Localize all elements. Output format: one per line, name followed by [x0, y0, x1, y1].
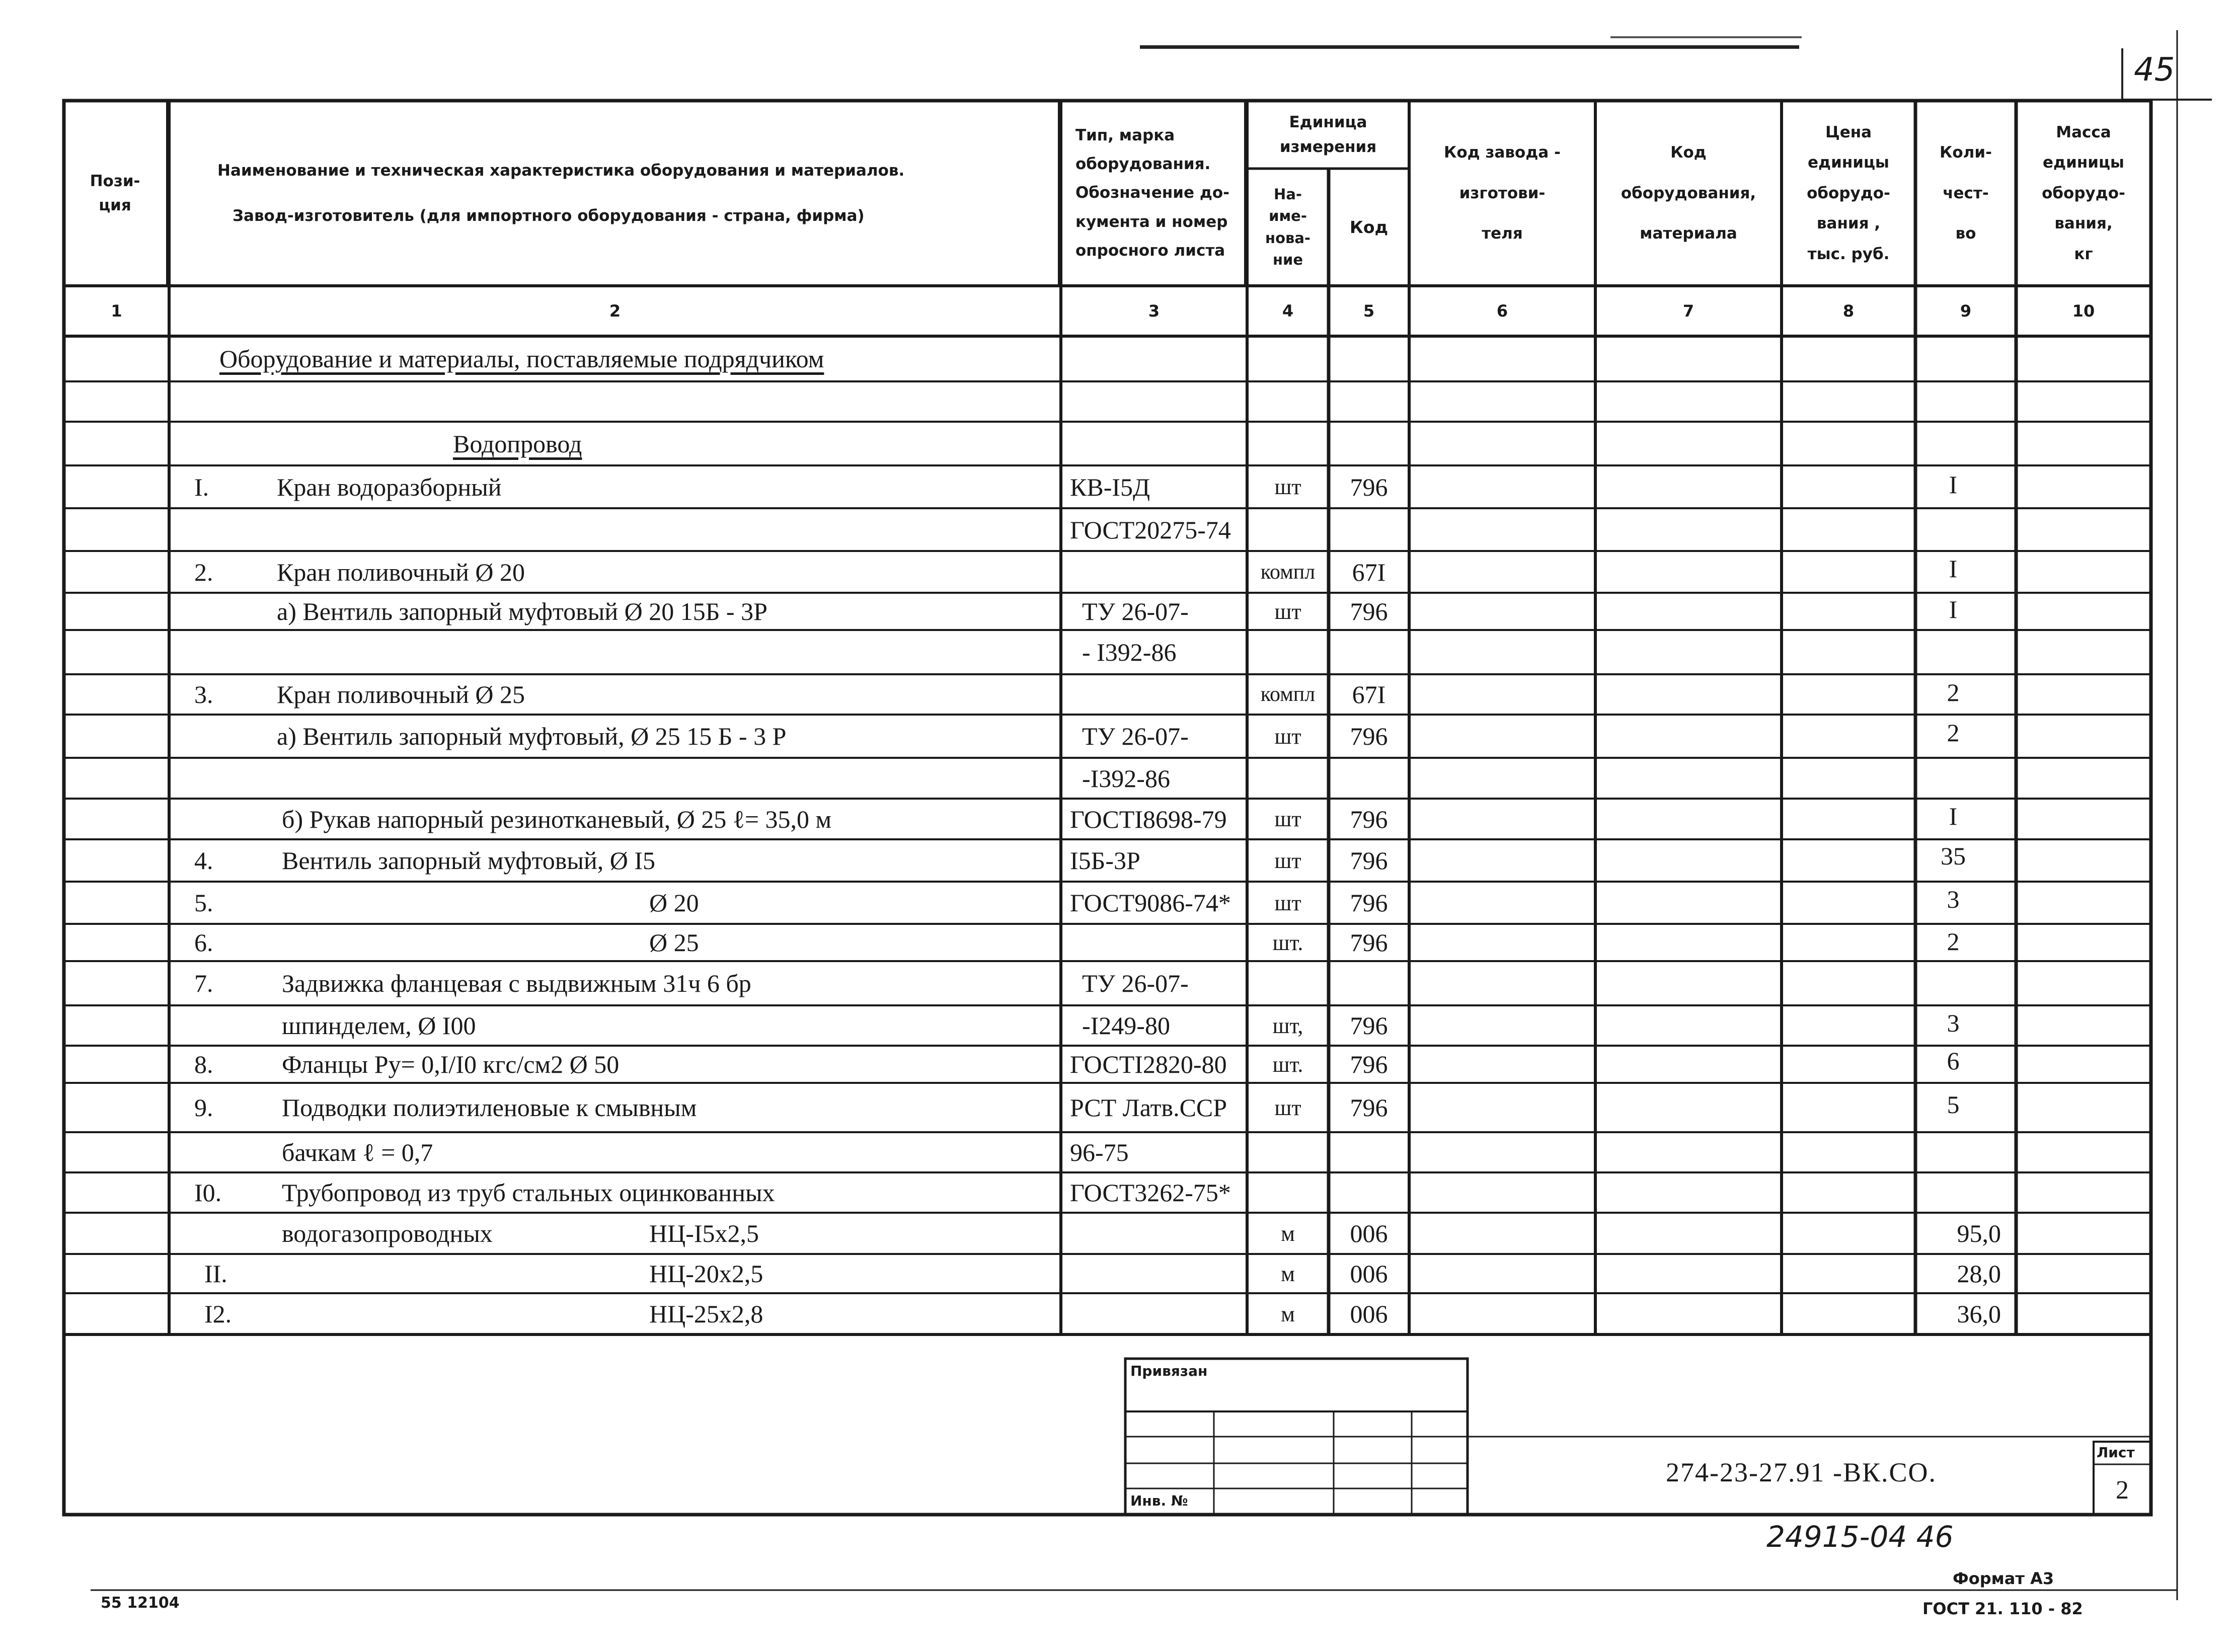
row-quantity: 95,0 [1957, 1219, 2001, 1247]
row-unit-code: 796 [1350, 1011, 1388, 1040]
row-quantity: I [1949, 555, 1958, 583]
row-unit-code: 006 [1350, 1300, 1388, 1328]
row-unit: шт [1274, 848, 1301, 873]
header-unit-price: Цена единицы оборудо- вания , тыс. руб. [1807, 123, 1890, 263]
row-name: Вентиль запорный муфтовый, Ø I5 [282, 846, 656, 875]
row-position: II. [204, 1260, 227, 1288]
row-unit-code: 006 [1350, 1260, 1388, 1288]
column-number: 4 [1282, 301, 1294, 321]
header-unit-mass: Масса единицы оборудо- вания, кг [2042, 123, 2125, 263]
row-name: Ø 25 [649, 928, 699, 957]
row-position: I0. [194, 1178, 222, 1207]
row-name: Ø 20 [649, 889, 699, 917]
gost-label: ГОСТ 21. 110 - 82 [1922, 1599, 2083, 1618]
header-name-line1: Наименование и техническая характеристика оборудования и материалов. [217, 161, 905, 180]
row-type: ГОСТ9086-74* [1070, 889, 1231, 917]
row-unit: шт [1274, 599, 1301, 624]
column-number: 8 [1842, 301, 1855, 321]
row-unit-code: 67I [1352, 680, 1386, 709]
row-name: Кран водоразборный [277, 473, 502, 501]
row-position: 2. [194, 558, 213, 586]
row-quantity: 2 [1947, 678, 1960, 706]
row-unit-code: 796 [1350, 1050, 1388, 1078]
subsection-title: Водопровод [453, 429, 582, 458]
row-type: ГОСТ20275-74 [1070, 515, 1231, 544]
sheet-number: 2 [2116, 1475, 2129, 1505]
header-unit-code: Код [1349, 217, 1389, 237]
archive-number: 24915-04 46 [1766, 1520, 1954, 1554]
row-unit-code: 796 [1350, 722, 1388, 750]
row-unit: шт. [1272, 930, 1303, 955]
row-name: а) Вентиль запорный муфтовый, Ø 25 15 Б - 3 Р [277, 722, 787, 750]
row-unit: компл [1260, 683, 1316, 706]
row-position: I2. [204, 1300, 232, 1328]
row-position: 5. [194, 889, 213, 917]
column-number: 9 [1960, 301, 1972, 321]
row-unit-code: 796 [1350, 928, 1388, 957]
row-position: 6. [194, 928, 213, 957]
row-quantity: 3 [1947, 1009, 1960, 1037]
page-number: 45 [2134, 51, 2175, 89]
column-number: 6 [1496, 301, 1508, 321]
row-name: бачкам ℓ = 0,7 [282, 1138, 433, 1166]
row-type: ГОСТ3262-75* [1070, 1178, 1231, 1207]
row-unit: м [1281, 1301, 1295, 1326]
row-unit: м [1281, 1261, 1295, 1286]
row-type: ТУ 26-07- [1082, 597, 1189, 625]
row-pipe-size: НЦ-25х2,8 [649, 1300, 763, 1328]
section-title: Оборудование и материалы, поставляемые подрядчиком [219, 345, 824, 373]
row-name: Кран поливочный Ø 20 [277, 558, 525, 586]
row-type: 96-75 [1070, 1138, 1129, 1166]
stamp-inventory-label: Инв. № [1130, 1492, 1188, 1509]
row-type: -I249-80 [1082, 1011, 1170, 1040]
row-unit-code: 796 [1350, 1093, 1388, 1122]
stamp-attached-label: Привязан [1130, 1363, 1208, 1379]
header-name-cell [169, 101, 1061, 286]
row-position: 9. [194, 1093, 213, 1122]
row-quantity: 2 [1947, 927, 1960, 956]
row-quantity: 2 [1947, 719, 1960, 747]
row-quantity: I [1949, 802, 1958, 830]
row-name: Фланцы Ру= 0,I/I0 кгс/см2 Ø 50 [282, 1050, 620, 1078]
header-name-line2: Завод-изготовитель (для импортного оборудования - страна, фирма) [233, 207, 865, 225]
row-quantity: 36,0 [1957, 1300, 2001, 1328]
header-quantity: Коли- чест- во [1940, 143, 1992, 243]
row-name: водогазопроводных [282, 1219, 493, 1247]
footer-code: 55 12104 [101, 1594, 180, 1612]
row-quantity: 35 [1941, 842, 1966, 870]
row-type: КВ-I5Д [1070, 473, 1150, 501]
row-type: ГОСТI2820-80 [1070, 1050, 1227, 1078]
row-type: ГОСТI8698-79 [1070, 805, 1227, 833]
sheet-label: Лист [2097, 1444, 2135, 1461]
row-unit: шт [1274, 807, 1301, 831]
row-pipe-size: НЦ-I5х2,5 [649, 1219, 759, 1247]
header-type-mark: Тип, марка оборудования. Обозначение до- кумента и номер опросного листа [1061, 101, 1247, 286]
row-name: Кран поливочный Ø 25 [277, 680, 525, 709]
column-number: 10 [2072, 301, 2095, 321]
row-quantity: I [1949, 470, 1958, 499]
row-name: Задвижка фланцевая с выдвижным 31ч 6 бр [282, 969, 751, 997]
column-number: 7 [1682, 301, 1694, 321]
header-unit-group: Единица измерения [1279, 113, 1377, 156]
row-name: б) Рукав напорный резинотканевый, Ø 25 ℓ= 35,0 м [282, 805, 832, 833]
row-unit-code: 67I [1352, 558, 1386, 586]
header-equipment-code: Код оборудования, материала [1621, 143, 1756, 243]
row-type: ТУ 26-07- [1082, 722, 1189, 750]
row-unit: шт [1274, 890, 1301, 915]
row-pipe-size: НЦ-20х2,5 [649, 1260, 763, 1288]
row-name: Трубопровод из труб стальных оцинкованных [282, 1178, 775, 1207]
row-quantity: 6 [1947, 1047, 1960, 1075]
row-position: 4. [194, 846, 213, 875]
row-unit: шт, [1272, 1013, 1303, 1038]
row-unit: м [1281, 1221, 1295, 1246]
row-unit-code: 796 [1350, 846, 1388, 875]
row-unit: компл [1260, 560, 1316, 584]
row-name: Подводки полиэтиленовые к смывным [282, 1093, 697, 1122]
row-position: 3. [194, 680, 213, 709]
row-unit: шт [1274, 1095, 1301, 1120]
row-type: - I392-86 [1082, 638, 1177, 666]
column-number: 1 [111, 301, 122, 321]
row-position: I. [194, 473, 209, 501]
row-position: 7. [194, 969, 213, 997]
row-name: а) Вентиль запорный муфтовый Ø 20 15Б - 3Р [277, 597, 767, 625]
row-unit: шт [1274, 475, 1301, 499]
row-quantity: I [1949, 595, 1958, 623]
row-unit-code: 006 [1350, 1219, 1388, 1247]
row-unit-code: 796 [1350, 473, 1388, 501]
row-unit: шт [1274, 724, 1301, 749]
row-type: ТУ 26-07- [1082, 969, 1189, 997]
header-unit-name: На- име- нова- ние [1265, 185, 1311, 268]
row-quantity: 5 [1947, 1090, 1960, 1119]
row-quantity: 3 [1947, 885, 1960, 913]
row-quantity: 28,0 [1957, 1260, 2001, 1288]
row-unit-code: 796 [1350, 889, 1388, 917]
header-position: Пози- ция [64, 101, 169, 286]
column-number: 5 [1363, 301, 1375, 321]
row-type: -I392-86 [1082, 764, 1170, 793]
row-position: 8. [194, 1050, 213, 1078]
column-number: 3 [1148, 301, 1160, 321]
row-unit: шт. [1272, 1052, 1303, 1077]
format-label: Формат А3 [1953, 1569, 2054, 1588]
row-type: РСТ Латв.ССР [1070, 1093, 1227, 1122]
row-unit-code: 796 [1350, 805, 1388, 833]
header-manufacturer-code: Код завода - изготови- теля [1444, 143, 1561, 243]
row-name: шпинделем, Ø I00 [282, 1011, 476, 1040]
document-code: 274-23-27.91 -ВК.СО. [1666, 1457, 1937, 1487]
row-unit-code: 796 [1350, 597, 1388, 625]
column-number: 2 [609, 301, 621, 321]
row-type: I5Б-3Р [1070, 846, 1140, 875]
